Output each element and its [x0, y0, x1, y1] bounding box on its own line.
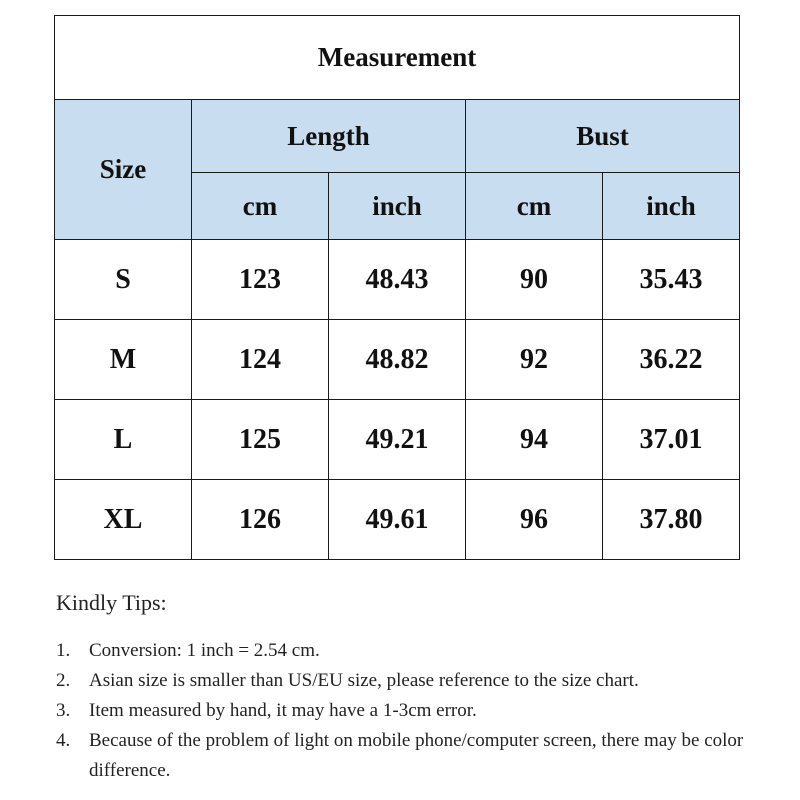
table-row — [55, 320, 740, 400]
size-cell: L — [55, 400, 192, 480]
length-inch-cell: 48.82 — [329, 320, 466, 400]
group-header-row — [55, 100, 740, 173]
length-cm-cell: 126 — [192, 480, 329, 560]
bust-cm-cell: 92 — [466, 320, 603, 400]
length-cm-cell: 124 — [192, 320, 329, 400]
bust-inch-cell: 37.01 — [603, 400, 740, 480]
bust-cm-cell: 94 — [466, 400, 603, 480]
length-inch-cell: 49.61 — [329, 480, 466, 560]
size-chart-table — [54, 15, 740, 560]
table-row — [55, 480, 740, 560]
tips-title: Kindly Tips: — [56, 590, 167, 615]
tips-list — [56, 636, 796, 786]
bust-cm-cell: 90 — [466, 240, 603, 320]
list-item — [56, 696, 796, 726]
bust-inch-header: inch — [603, 173, 740, 240]
length-inch-cell: 49.21 — [329, 400, 466, 480]
tip-text: Item measured by hand, it may have a 1-3cm error. — [89, 700, 477, 721]
tip-text: Conversion: 1 inch = 2.54 cm. — [89, 640, 320, 661]
length-cm-cell: 123 — [192, 240, 329, 320]
size-column-header: Size — [55, 100, 192, 240]
tip-text: Asian size is smaller than US/EU size, please reference to the size chart. — [89, 670, 639, 691]
bust-inch-cell: 36.22 — [603, 320, 740, 400]
kindly-tips-section — [56, 590, 796, 786]
list-item — [56, 666, 796, 696]
bust-group-header: Bust — [466, 100, 740, 173]
bust-inch-cell: 35.43 — [603, 240, 740, 320]
length-group-header: Length — [192, 100, 466, 173]
list-item — [56, 636, 796, 666]
length-inch-cell: 48.43 — [329, 240, 466, 320]
tip-number: 2. — [56, 670, 71, 691]
size-cell: M — [55, 320, 192, 400]
bust-cm-cell: 96 — [466, 480, 603, 560]
bust-inch-cell: 37.80 — [603, 480, 740, 560]
size-cell: S — [55, 240, 192, 320]
length-cm-header: cm — [192, 173, 329, 240]
size-cell: XL — [55, 480, 192, 560]
tip-number: 1. — [56, 640, 71, 661]
bust-cm-header: cm — [466, 173, 603, 240]
title-row — [55, 16, 740, 100]
tip-number: 3. — [56, 700, 71, 721]
table-row — [55, 400, 740, 480]
list-item — [56, 726, 796, 786]
tip-number: 4. — [56, 730, 71, 751]
table-row — [55, 240, 740, 320]
length-inch-header: inch — [329, 173, 466, 240]
length-cm-cell: 125 — [192, 400, 329, 480]
table-title: Measurement — [55, 16, 740, 100]
tip-text: Because of the problem of light on mobile phone/computer screen, there may be color difference. — [89, 730, 744, 781]
